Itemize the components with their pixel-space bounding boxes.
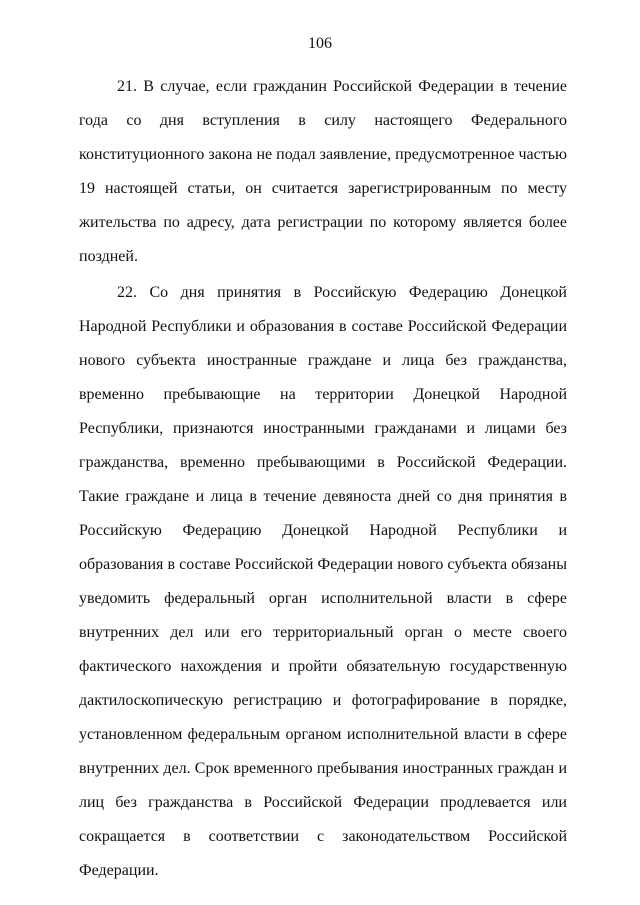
paragraph-22: 22. Со дня принятия в Российскую Федерацию Донецкой Народной Республики и образования в составе Российской Федерации нового субъекта иностранные граждане и лица без гражданства, временно пребывающие на территории Донецкой Народной Республики, признаются иностранными гражданами и лицами без гражданства, временно пребывающими в Российской Федерации. Такие граждане и лица в течение девяноста дней со дня принятия в Российскую Федерацию Донецкой Народной Республики и образования в составе Российской Федерации нового субъекта обязаны уведомить федеральный орган исполнительной власти в сфере внутренних дел или его территориальный орган о месте своего фактического нахождения и пройти обязательную государственную дактилоскопическую регистрацию и фотографирование в порядке, установленном федеральным органом исполнительной власти в сфере внутренних дел. Срок временного пребывания иностранных граждан и лиц без гражданства в Российской Федерации продлевается или сокращается в соответствии с законодательством Российской Федерации. bbox=[79, 284, 567, 879]
paragraph-21: 21. В случае, если гражданин Российской Федерации в течение года со дня вступления в силу настоящего Федерального конституционного закона не подал заявление, предусмотренное частью 19 настоящей статьи, он считается зарегистрированным по месту жительства по адресу, дата регистрации по которому является более поздней. bbox=[79, 78, 567, 265]
document-body bbox=[79, 70, 567, 890]
page-number: 106 bbox=[308, 35, 332, 52]
